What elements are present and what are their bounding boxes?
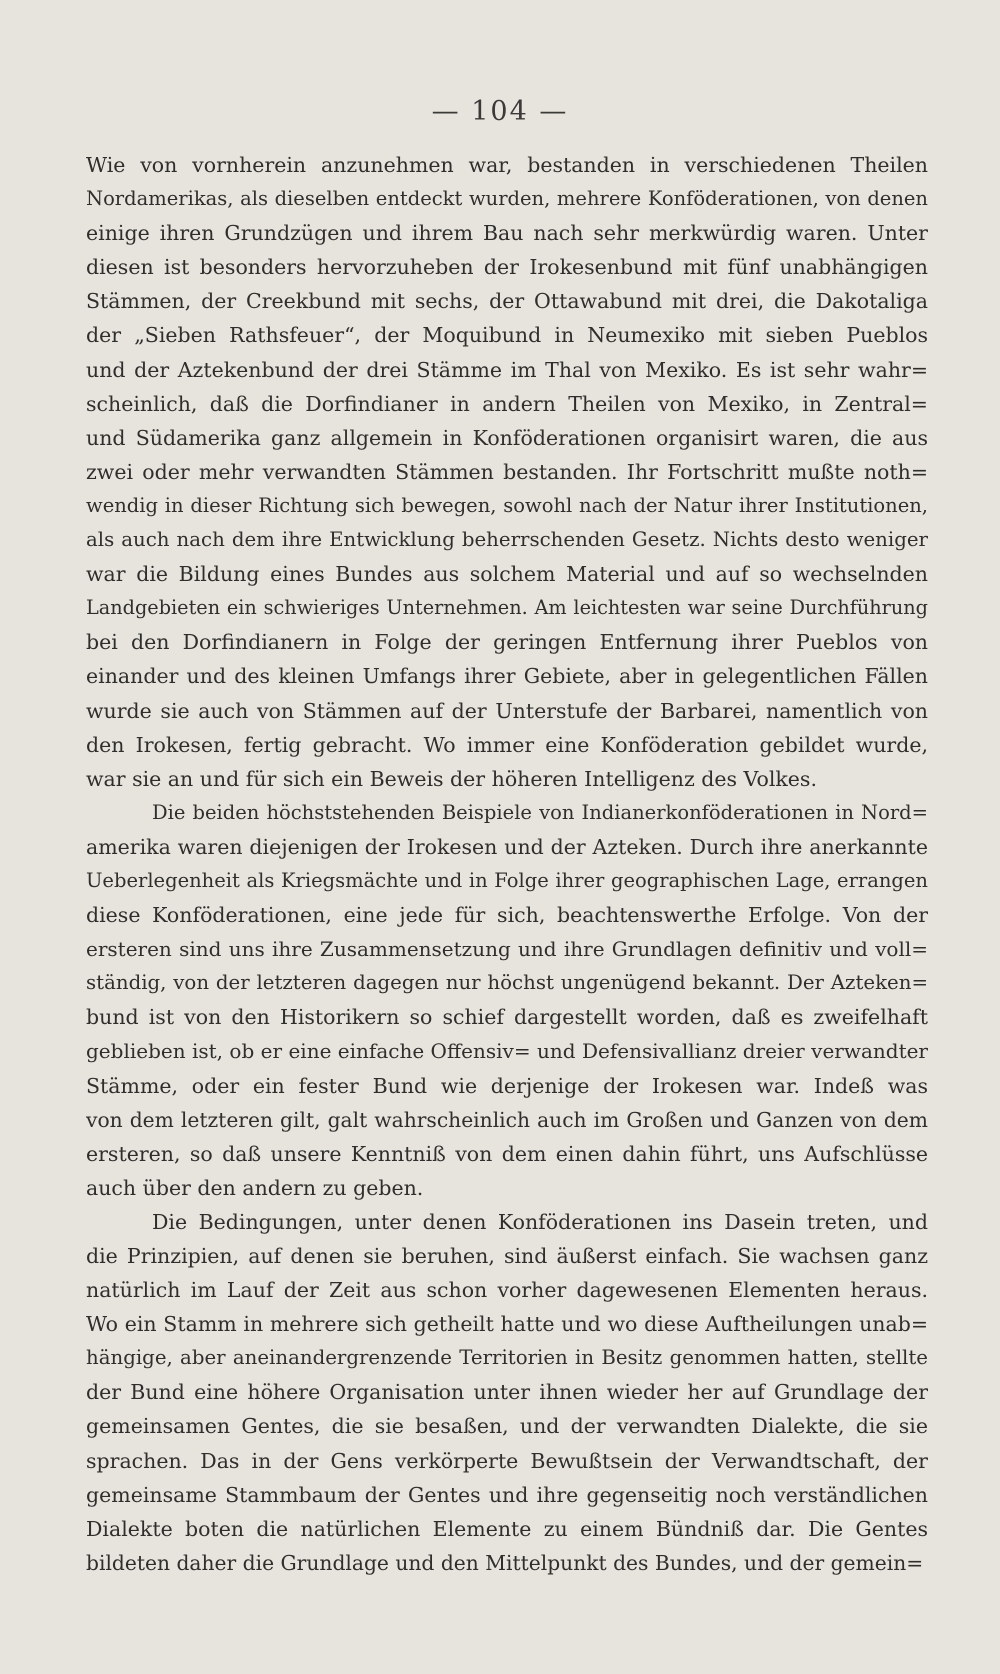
text-line: einige ihren Grundzügen und ihrem Bau nach sehr merkwürdig waren. Unter [86,221,928,246]
text-line: einander und des kleinen Umfangs ihrer Gebiete, aber in gelegentlichen Fällen [86,664,928,689]
page-number: — 104 — [431,96,569,127]
text-line: bildeten daher die Grundlage und den Mittelpunkt des Bundes, und der gemein= [86,1550,924,1575]
text-line: bei den Dorfindianern in Folge der geringen Entfernung ihrer Pueblos von [86,630,928,655]
text-line: von dem letzteren gilt, galt wahrscheinlich auch im Großen und Ganzen von dem [86,1107,928,1132]
text-line: war die Bildung eines Bundes aus solchem Material und auf so wechselnden [86,562,928,587]
text-line: den Irokesen, fertig gebracht. Wo immer eine Konföderation gebildet wurde, [86,732,928,757]
text-line: sprachen. Das in der Gens verkörperte Bewußtsein der Verwandtschaft, der [86,1448,928,1473]
text-line: scheinlich, daß die Dorfindianer in andern Theilen von Mexiko, in Zentral= [86,391,928,416]
text-line: und Südamerika ganz allgemein in Konföderationen organisirt waren, die aus [86,425,928,450]
paragraph [86,796,928,1205]
text-line: der „Sieben Rathsfeuer“, der Moquibund in Neumexiko mit sieben Pueblos [86,323,928,348]
text-line: amerika waren diejenigen der Irokesen und der Azteken. Durch ihre anerkannte [86,834,928,859]
text-line: Dialekte boten die natürlichen Elemente zu einem Bündniß dar. Die Gentes [86,1516,928,1541]
text-line: und der Aztekenbund der drei Stämme im Thal von Mexiko. Es ist sehr wahr= [86,357,928,382]
text-line: wurde sie auch von Stämmen auf der Unterstufe der Barbarei, namentlich von [86,698,928,723]
text-line: war sie an und für sich ein Beweis der höheren Intelligenz des Volkes. [86,766,817,791]
text-line: ständig, von der letzteren dagegen nur höchst ungenügend bekannt. Der Azteken= [86,971,928,995]
text-line: gemeinsamen Gentes, die sie besaßen, und der verwandten Dialekte, die sie [86,1414,928,1439]
text-line: Stämmen, der Creekbund mit sechs, der Ottawabund mit drei, die Dakotaliga [86,289,928,314]
text-line: diesen ist besonders hervorzuheben der Irokesenbund mit fünf unabhängigen [86,255,928,280]
text-line: ersteren, so daß unsere Kenntniß von dem einen dahin führt, uns Aufschlüsse [86,1141,928,1166]
text-line: zwei oder mehr verwandten Stämmen bestanden. Ihr Fortschritt mußte noth= [86,459,928,484]
text-line: hängige, aber aneinandergrenzende Territorien in Besitz genommen hatten, stellte [86,1346,928,1370]
text-line: diese Konföderationen, eine jede für sich, beachtenswerthe Erfolge. Von der [86,903,928,928]
paragraph [86,1205,928,1580]
text-line: Wo ein Stamm in mehrere sich getheilt hatte und wo diese Auftheilungen unab= [86,1312,928,1337]
text-line: Ueberlegenheit als Kriegsmächte und in Folge ihrer geographischen Lage, errangen [86,868,928,892]
text-line: auch über den andern zu geben. [86,1175,424,1200]
paragraph [86,148,928,796]
text-line: natürlich im Lauf der Zeit aus schon vorher dagewesenen Elementen heraus. [86,1278,928,1303]
text-line: Die beiden höchststehenden Beispiele von Indianerkonföderationen in Nord= [152,800,928,824]
text-line: als auch nach dem ihre Entwicklung beherrschenden Gesetz. Nichts desto weniger [86,528,928,552]
text-line: bund ist von den Historikern so schief dargestellt worden, daß es zweifelhaft [86,1005,928,1030]
text-line: Nordamerikas, als dieselben entdeckt wurden, mehrere Konföderationen, von denen [86,187,928,211]
text-line: Stämme, oder ein fester Bund wie derjenige der Irokesen war. Indeß was [86,1073,928,1098]
text-line: Landgebieten ein schwieriges Unternehmen. Am leichtesten war seine Durchführung [86,596,928,620]
text-line: geblieben ist, ob er eine einfache Offensiv= und Defensivallianz dreier verwandter [86,1039,928,1064]
text-line: ersteren sind uns ihre Zusammensetzung und ihre Grundlagen definitiv und voll= [86,937,928,962]
text-line: gemeinsame Stammbaum der Gentes und ihre gegenseitig noch verständlichen [86,1482,928,1507]
body-text [86,148,928,1580]
text-line: Wie von vornherein anzunehmen war, bestanden in verschiedenen Theilen [86,153,928,177]
text-line: die Prinzipien, auf denen sie beruhen, sind äußerst einfach. Sie wachsen ganz [86,1244,928,1268]
text-line: der Bund eine höhere Organisation unter ihnen wieder her auf Grundlage der [86,1380,928,1405]
text-line: wendig in dieser Richtung sich bewegen, sowohl nach der Natur ihrer Institutionen, [86,493,928,517]
text-line: Die Bedingungen, unter denen Konföderationen ins Dasein treten, und [152,1209,928,1234]
